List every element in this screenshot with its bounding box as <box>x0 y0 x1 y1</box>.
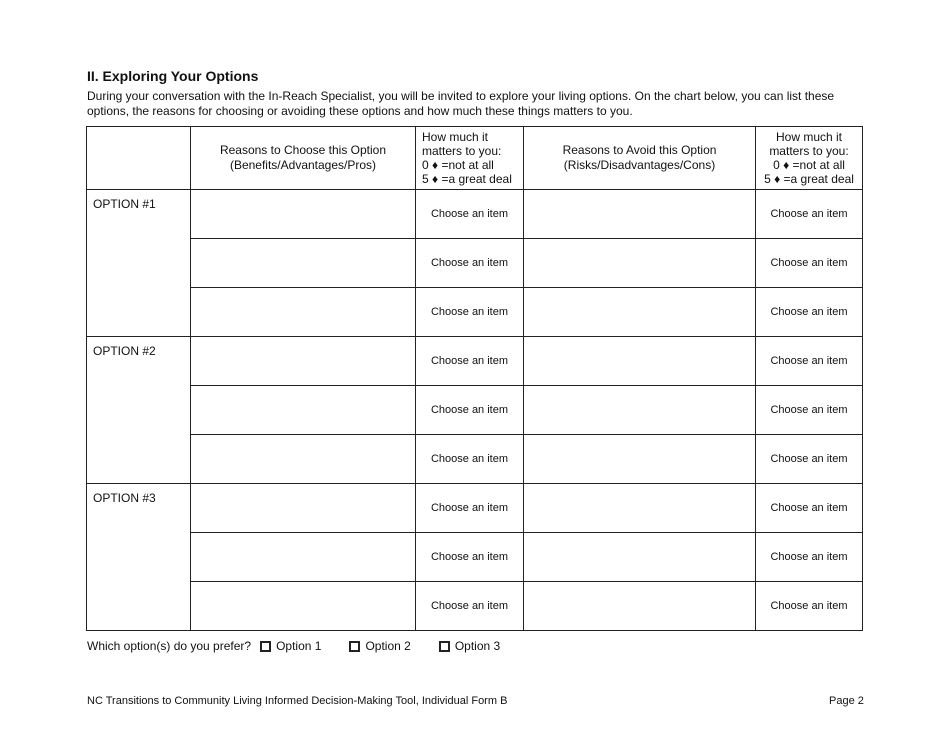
header-row <box>87 127 863 190</box>
option-3-checkbox[interactable] <box>439 641 450 652</box>
pros-input-cell[interactable] <box>191 386 416 435</box>
cons-rating-dropdown[interactable]: Choose an item <box>756 582 863 631</box>
table-row <box>87 239 863 288</box>
option-3-checkbox-label: Option 3 <box>454 639 501 653</box>
option-2-checkbox-group[interactable] <box>349 639 410 653</box>
pros-rating-dropdown[interactable]: Choose an item <box>416 288 524 337</box>
pros-rating-dropdown[interactable]: Choose an item <box>416 533 524 582</box>
option-1-checkbox-group[interactable] <box>260 639 321 653</box>
table-row <box>87 533 863 582</box>
pros-input-cell[interactable] <box>191 533 416 582</box>
cons-input-cell[interactable] <box>524 239 756 288</box>
cons-rating-dropdown[interactable]: Choose an item <box>756 386 863 435</box>
pros-rating-dropdown[interactable]: Choose an item <box>416 239 524 288</box>
cons-rating-dropdown[interactable]: Choose an item <box>756 533 863 582</box>
option-2-checkbox-label: Option 2 <box>365 639 411 653</box>
table-row <box>87 337 863 386</box>
pros-rating-dropdown[interactable]: Choose an item <box>416 386 524 435</box>
footer-document-title: NC Transitions to Community Living Informed Decision-Making Tool, Individual Form B <box>87 695 508 707</box>
pros-rating-dropdown[interactable]: Choose an item <box>416 190 524 239</box>
options-table <box>86 126 863 631</box>
pros-rating-dropdown[interactable]: Choose an item <box>416 582 524 631</box>
option-1-checkbox[interactable] <box>260 641 271 652</box>
header-reasons-choose: Reasons to Choose this Option (Benefits/Advantages/Pros) <box>191 127 416 190</box>
pros-input-cell[interactable] <box>191 288 416 337</box>
pros-input-cell[interactable] <box>191 582 416 631</box>
header-empty-cell <box>87 127 191 190</box>
cons-rating-dropdown[interactable]: Choose an item <box>756 337 863 386</box>
cons-rating-dropdown[interactable]: Choose an item <box>756 435 863 484</box>
option-2-label: OPTION #2 <box>87 337 191 484</box>
cons-input-cell[interactable] <box>524 190 756 239</box>
footer-page-number: Page 2 <box>829 695 864 707</box>
option-2-checkbox[interactable] <box>349 641 360 652</box>
option-3-checkbox-group[interactable] <box>439 639 500 653</box>
header-matters-choose: How much it matters to you: 0 ♦ =not at all 5 ♦ =a great deal <box>416 127 524 190</box>
cons-rating-dropdown[interactable]: Choose an item <box>756 288 863 337</box>
preference-question: Which option(s) do you prefer? <box>87 639 252 653</box>
section-title: II. Exploring Your Options <box>87 68 259 84</box>
cons-rating-dropdown[interactable]: Choose an item <box>756 484 863 533</box>
cons-input-cell[interactable] <box>524 484 756 533</box>
table-row <box>87 582 863 631</box>
pros-input-cell[interactable] <box>191 239 416 288</box>
pros-input-cell[interactable] <box>191 484 416 533</box>
cons-input-cell[interactable] <box>524 337 756 386</box>
preference-row <box>87 639 500 653</box>
pros-rating-dropdown[interactable]: Choose an item <box>416 484 524 533</box>
cons-input-cell[interactable] <box>524 533 756 582</box>
cons-input-cell[interactable] <box>524 582 756 631</box>
intro-paragraph: During your conversation with the In-Reach Specialist, you will be invited to explore your living options. On the chart below, you can list these options, the reasons for choosing or avoiding these options and how much these things matters to you. <box>87 89 835 118</box>
pros-rating-dropdown[interactable]: Choose an item <box>416 337 524 386</box>
pros-input-cell[interactable] <box>191 435 416 484</box>
cons-rating-dropdown[interactable]: Choose an item <box>756 239 863 288</box>
table-row <box>87 484 863 533</box>
header-reasons-avoid: Reasons to Avoid this Option (Risks/Disadvantages/Cons) <box>524 127 756 190</box>
pros-rating-dropdown[interactable]: Choose an item <box>416 435 524 484</box>
cons-input-cell[interactable] <box>524 386 756 435</box>
table-row <box>87 386 863 435</box>
option-3-label: OPTION #3 <box>87 484 191 631</box>
table-row <box>87 435 863 484</box>
pros-input-cell[interactable] <box>191 190 416 239</box>
pros-input-cell[interactable] <box>191 337 416 386</box>
table-row <box>87 190 863 239</box>
header-matters-avoid: How much it matters to you: 0 ♦ =not at all 5 ♦ =a great deal <box>756 127 863 190</box>
cons-rating-dropdown[interactable]: Choose an item <box>756 190 863 239</box>
cons-input-cell[interactable] <box>524 435 756 484</box>
table-row <box>87 288 863 337</box>
cons-input-cell[interactable] <box>524 288 756 337</box>
option-1-label: OPTION #1 <box>87 190 191 337</box>
option-1-checkbox-label: Option 1 <box>276 639 322 653</box>
